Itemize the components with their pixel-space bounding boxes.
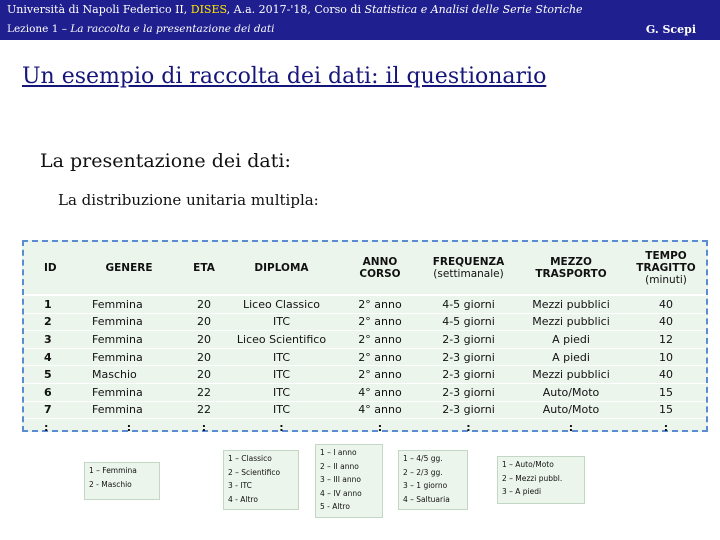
header-diploma: DIPLOMA xyxy=(224,242,339,295)
cell-eta: 20 xyxy=(184,331,224,349)
cell-diploma: Liceo Scientifico xyxy=(224,331,339,349)
cell-tempo: 12 xyxy=(626,331,706,349)
legend-item: 4 - Altro xyxy=(228,494,258,504)
cell-tempo: 15 xyxy=(626,383,706,401)
cell-eta: 20 xyxy=(184,295,224,313)
slide-title: Un esempio di raccolta dei dati: il questionario xyxy=(22,64,547,89)
legend-item: 3 – 1 giorno xyxy=(403,481,448,490)
cell-tempo: 10 xyxy=(626,348,706,366)
lecture-number: Lezione 1 – xyxy=(7,23,71,35)
cell-eta: 22 xyxy=(184,401,224,419)
cell-anno: 2° anno xyxy=(339,295,421,313)
cell-diploma: Liceo Classico xyxy=(224,295,339,313)
cell-frequenza: 2-3 giorni xyxy=(421,348,516,366)
legend-genere xyxy=(84,462,160,500)
legend-item: 2 – Mezzi pubbl. xyxy=(502,473,563,483)
cell-eta: 20 xyxy=(184,348,224,366)
cell-id: 7 xyxy=(24,401,74,419)
table-row xyxy=(24,348,706,366)
header-course-line xyxy=(7,3,583,16)
table-row xyxy=(24,313,706,331)
cell-anno: 2° anno xyxy=(339,366,421,384)
cell-diploma: : xyxy=(224,419,339,437)
legend-item: 4 – IV anno xyxy=(320,488,362,498)
cell-anno: 4° anno xyxy=(339,383,421,401)
cell-eta: 20 xyxy=(184,366,224,384)
cell-mezzo: A piedi xyxy=(516,331,626,349)
header-anno-corso: ANNO CORSO xyxy=(339,242,421,295)
legend-item: 2 – 2/3 gg. xyxy=(403,467,443,477)
cell-genere: Femmina xyxy=(74,401,184,419)
legend-item: 1 – Auto/Moto xyxy=(502,460,554,469)
legend-item: 1 – Classico xyxy=(228,454,272,463)
legend-item: 3 - ITC xyxy=(228,481,252,490)
cell-anno: : xyxy=(339,419,421,437)
table-row xyxy=(24,331,706,349)
data-table-container xyxy=(22,240,708,432)
cell-anno: 2° anno xyxy=(339,331,421,349)
legend-item: 1 – 4/5 gg. xyxy=(403,454,443,463)
data-table xyxy=(24,242,706,437)
cell-genere: Femmina xyxy=(74,383,184,401)
cell-id: : xyxy=(24,419,74,437)
cell-genere: Maschio xyxy=(74,366,184,384)
legend-item: 2 – Scientifico xyxy=(228,467,281,477)
cell-eta: 22 xyxy=(184,383,224,401)
cell-id: 2 xyxy=(24,313,74,331)
cell-tempo: 40 xyxy=(626,366,706,384)
cell-diploma: ITC xyxy=(224,348,339,366)
subsection-heading: La distribuzione unitaria multipla: xyxy=(58,191,319,209)
cell-frequenza: 4-5 giorni xyxy=(421,295,516,313)
cell-eta: : xyxy=(184,419,224,437)
cell-mezzo: Auto/Moto xyxy=(516,383,626,401)
cell-diploma: ITC xyxy=(224,383,339,401)
cell-mezzo: : xyxy=(516,419,626,437)
cell-genere: Femmina xyxy=(74,331,184,349)
cell-anno: 4° anno xyxy=(339,401,421,419)
legend-item: 4 – Saltuaria xyxy=(403,494,450,504)
cell-tempo: : xyxy=(626,419,706,437)
header-eta: ETA xyxy=(184,242,224,295)
university-name: Università di Napoli Federico II, xyxy=(7,3,191,16)
cell-genere: Femmina xyxy=(74,348,184,366)
cell-mezzo: A piedi xyxy=(516,348,626,366)
cell-anno: 2° anno xyxy=(339,348,421,366)
cell-frequenza: 2-3 giorni xyxy=(421,331,516,349)
header-tempo-label: TEMPO TRAGITTO xyxy=(636,250,696,274)
cell-frequenza: 2-3 giorni xyxy=(421,366,516,384)
cell-mezzo: Mezzi pubblici xyxy=(516,295,626,313)
table-row xyxy=(24,366,706,384)
author-name: G. Scepi xyxy=(645,23,696,36)
header-mezzo-trasporto: MEZZO TRASPORTO xyxy=(516,242,626,295)
header-frequenza-unit: (settimanale) xyxy=(433,268,504,280)
department-name: DISES xyxy=(190,3,227,16)
legend-anno xyxy=(315,444,383,518)
cell-id: 1 xyxy=(24,295,74,313)
header-tempo-unit: (minuti) xyxy=(645,274,687,286)
cell-frequenza: : xyxy=(421,419,516,437)
cell-diploma: ITC xyxy=(224,401,339,419)
table-header-row xyxy=(24,242,706,295)
cell-tempo: 40 xyxy=(626,295,706,313)
legend-item: 2 – II anno xyxy=(320,461,359,471)
header-id: ID xyxy=(24,242,74,295)
section-heading: La presentazione dei dati: xyxy=(40,150,291,172)
legend-mezzo xyxy=(497,456,585,504)
cell-tempo: 15 xyxy=(626,401,706,419)
cell-frequenza: 2-3 giorni xyxy=(421,401,516,419)
table-row-ellipsis xyxy=(24,419,706,437)
legend-item: 5 - Altro xyxy=(320,502,350,511)
table-row xyxy=(24,295,706,313)
cell-id: 3 xyxy=(24,331,74,349)
header-genere: GENERE xyxy=(74,242,184,295)
header-frequenza-label: FREQUENZA xyxy=(432,256,505,268)
cell-frequenza: 4-5 giorni xyxy=(421,313,516,331)
legend-item: 2 - Maschio xyxy=(89,479,132,489)
legend-item: 3 – III anno xyxy=(320,475,362,484)
table-row xyxy=(24,401,706,419)
academic-year: , A.a. 2017-'18, Corso di xyxy=(226,3,365,16)
cell-id: 5 xyxy=(24,366,74,384)
header-tempo-tragitto xyxy=(626,242,706,295)
cell-diploma: ITC xyxy=(224,313,339,331)
legend-item: 1 – I anno xyxy=(320,448,357,457)
cell-genere: : xyxy=(74,419,184,437)
header-lecture-line xyxy=(7,23,274,35)
cell-mezzo: Auto/Moto xyxy=(516,401,626,419)
cell-id: 4 xyxy=(24,348,74,366)
cell-id: 6 xyxy=(24,383,74,401)
cell-diploma: ITC xyxy=(224,366,339,384)
legend-item: 1 – Femmina xyxy=(89,466,137,475)
cell-frequenza: 2-3 giorni xyxy=(421,383,516,401)
course-name: Statistica e Analisi delle Serie Storiche xyxy=(364,3,583,16)
legend-diploma xyxy=(223,450,299,510)
cell-eta: 20 xyxy=(184,313,224,331)
cell-tempo: 40 xyxy=(626,313,706,331)
slide-header xyxy=(0,0,720,40)
cell-mezzo: Mezzi pubblici xyxy=(516,313,626,331)
legend-item: 3 – A piedi xyxy=(502,487,542,496)
table-row xyxy=(24,383,706,401)
cell-mezzo: Mezzi pubblici xyxy=(516,366,626,384)
cell-genere: Femmina xyxy=(74,295,184,313)
header-frequenza xyxy=(421,242,516,295)
cell-genere: Femmina xyxy=(74,313,184,331)
cell-anno: 2° anno xyxy=(339,313,421,331)
legend-frequenza xyxy=(398,450,468,510)
lecture-subject: La raccolta e la presentazione dei dati xyxy=(70,23,275,35)
